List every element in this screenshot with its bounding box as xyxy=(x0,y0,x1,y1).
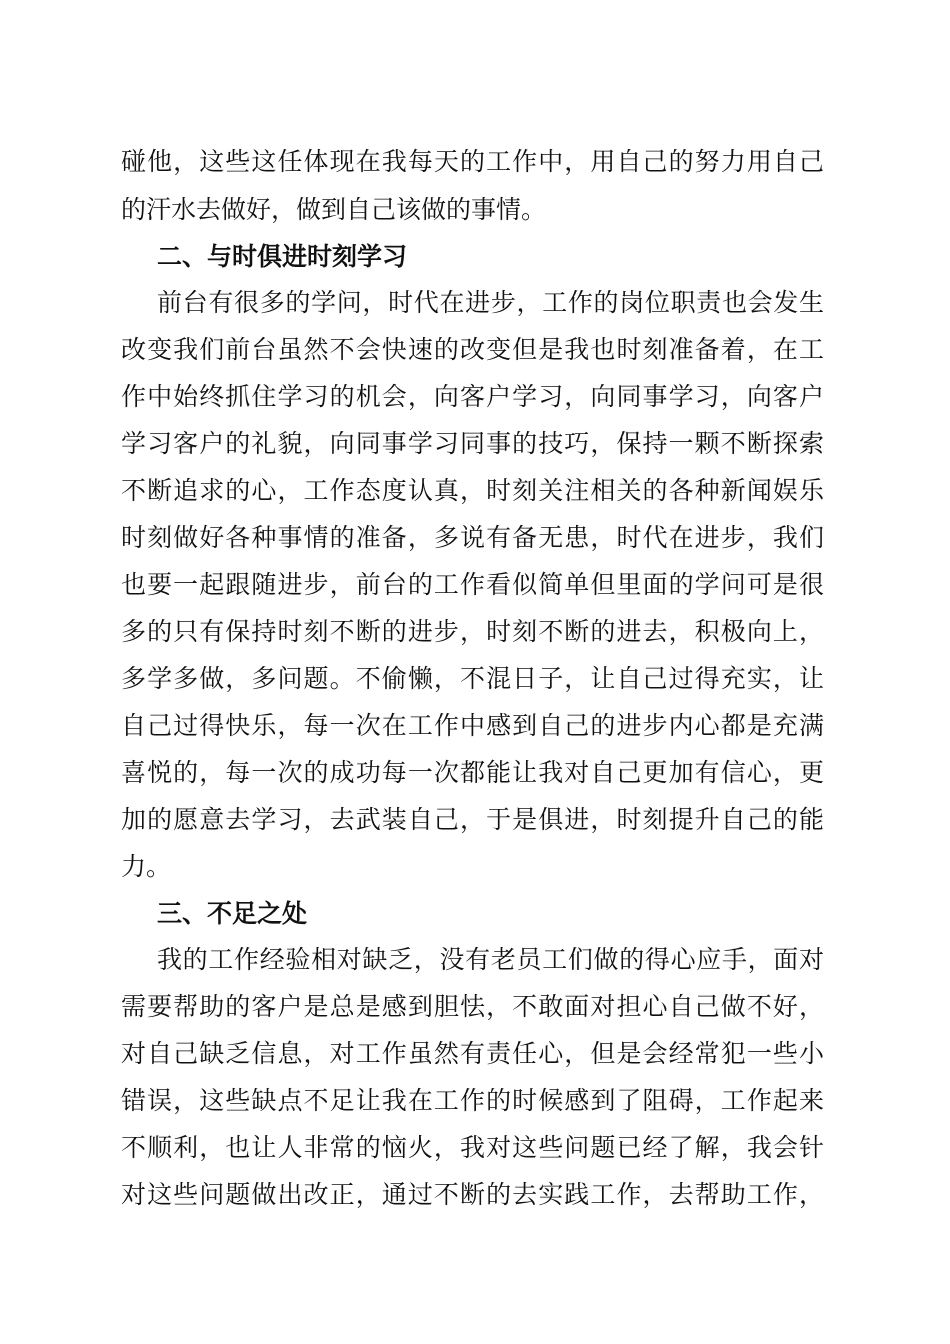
paragraph-line: 碰他，这些这任体现在我每天的工作中，用自己的努力用自己 xyxy=(121,147,824,176)
paragraph-line: 自己过得快乐，每一次在工作中感到自己的进步内心都是充满 xyxy=(121,711,824,740)
paragraph-line: 多学多做，多问题。不偷懒，不混日子，让自己过得充实，让 xyxy=(121,664,824,693)
paragraph-line: 对自己缺乏信息，对工作虽然有责任心，但是会经常犯一些小 xyxy=(121,1039,824,1068)
paragraph-line: 对这些问题做出改正，通过不断的去实践工作，去帮助工作， xyxy=(121,1180,824,1209)
section-heading: 二、与时俱进时刻学习 xyxy=(157,242,408,271)
paragraph-line: 不断追求的心，工作态度认真，时刻关注相关的各种新闻娱乐 xyxy=(121,476,824,505)
paragraph-line: 错误，这些缺点不足让我在工作的时候感到了阻碍，工作起来 xyxy=(121,1086,824,1115)
paragraph-line: 不顺利，也让人非常的恼火，我对这些问题已经了解，我会针 xyxy=(121,1133,824,1162)
section-heading: 三、不足之处 xyxy=(157,899,308,928)
paragraph-line: 时刻做好各种事情的准备，多说有备无患，时代在进步，我们 xyxy=(121,523,824,552)
paragraph-line: 加的愿意去学习，去武装自己，于是俱进，时刻提升自己的能 xyxy=(121,805,824,834)
paragraph-line: 的汗水去做好，做到自己该做的事情。 xyxy=(121,195,547,224)
paragraph-line: 学习客户的礼貌，向同事学习同事的技巧，保持一颗不断探索 xyxy=(121,429,824,458)
paragraph-line: 力。 xyxy=(121,852,172,881)
paragraph-line: 我的工作经验相对缺乏，没有老员工们做的得心应手，面对 xyxy=(157,945,824,974)
paragraph-line: 多的只有保持时刻不断的进步，时刻不断的进去，积极向上， xyxy=(121,617,824,646)
paragraph-line: 需要帮助的客户是总是感到胆怯，不敢面对担心自己做不好， xyxy=(121,992,824,1021)
paragraph-line: 也要一起跟随进步，前台的工作看似简单但里面的学问可是很 xyxy=(121,570,824,599)
paragraph-line: 作中始终抓住学习的机会，向客户学习，向同事学习，向客户 xyxy=(121,382,824,411)
paragraph-line: 改变我们前台虽然不会快速的改变但是我也时刻准备着，在工 xyxy=(121,335,824,364)
paragraph-line: 喜悦的，每一次的成功每一次都能让我对自己更加有信心，更 xyxy=(121,758,824,787)
paragraph-line: 前台有很多的学问，时代在进步，工作的岗位职责也会发生 xyxy=(157,288,824,317)
